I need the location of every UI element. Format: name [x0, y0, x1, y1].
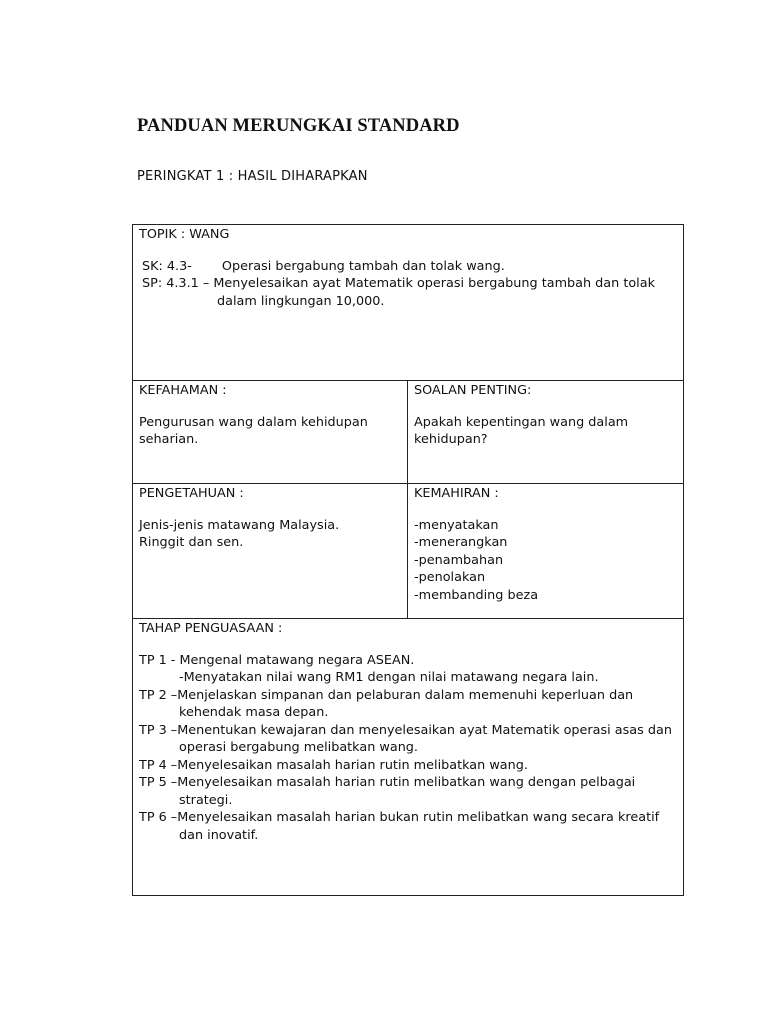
tp-line: kehendak masa depan.	[179, 705, 329, 720]
tp-line: strategi.	[179, 792, 233, 808]
standard-table	[132, 224, 684, 896]
sp-line-2: dalam lingkungan 10,000.	[217, 293, 385, 309]
topik-cell	[139, 226, 679, 310]
kemahiran-item: -membanding beza	[414, 587, 539, 603]
pengetahuan-line-2: Ringgit dan sen.	[139, 535, 244, 550]
kemahiran-cell	[414, 485, 678, 604]
row-divider-3	[133, 618, 683, 619]
pengetahuan-heading: PENGETAHUAN :	[139, 486, 244, 501]
pengetahuan-cell	[139, 485, 403, 552]
soalan-penting-cell	[414, 382, 678, 449]
row-divider-1	[133, 380, 683, 381]
kemahiran-item: -penolakan	[414, 570, 486, 585]
tp-line: dan inovatif.	[179, 827, 259, 843]
column-divider	[407, 380, 408, 618]
soalan-penting-line-2: kehidupan?	[414, 432, 488, 447]
tp-line: TP 2 –Menjelaskan simpanan dan pelaburan dalam memenuhi keperluan dan	[139, 687, 634, 703]
sk-label: SK: 4.3-	[142, 258, 192, 274]
tp-line: TP 4 –Menyelesaikan masalah harian rutin melibatkan wang.	[139, 757, 528, 773]
soalan-penting-line-1: Apakah kepentingan wang dalam	[414, 414, 629, 430]
document-subtitle: PERINGKAT 1 : HASIL DIHARAPKAN	[137, 169, 368, 184]
topik-heading: TOPIK : WANG	[139, 227, 230, 242]
kemahiran-item: -menyatakan	[414, 517, 499, 533]
document-title: PANDUAN MERUNGKAI STANDARD	[137, 116, 460, 136]
kemahiran-item: -penambahan	[414, 552, 504, 568]
soalan-penting-heading: SOALAN PENTING:	[414, 383, 532, 398]
tp-line: operasi bergabung melibatkan wang.	[179, 740, 418, 755]
kemahiran-heading: KEMAHIRAN :	[414, 486, 499, 501]
sk-line	[139, 258, 679, 276]
kefahaman-heading: KEFAHAMAN :	[139, 383, 227, 398]
kefahaman-line-1: Pengurusan wang dalam kehidupan	[139, 414, 368, 430]
kemahiran-item: -menerangkan	[414, 535, 508, 550]
tp-line: TP 6 –Menyelesaikan masalah harian bukan rutin melibatkan wang secara kreatif	[139, 810, 660, 825]
tp-line: TP 1 - Mengenal matawang negara ASEAN.	[139, 652, 415, 668]
sk-text: Operasi bergabung tambah dan tolak wang.	[221, 258, 505, 274]
pengetahuan-line-1: Jenis-jenis matawang Malaysia.	[139, 517, 340, 533]
row-divider-2	[133, 483, 683, 484]
tahap-penguasaan-heading: TAHAP PENGUASAAN :	[139, 621, 283, 636]
kefahaman-line-2: seharian.	[139, 432, 199, 447]
tp-line: -Menyatakan nilai wang RM1 dengan nilai matawang negara lain.	[179, 670, 599, 685]
tp-line: TP 5 –Menyelesaikan masalah harian rutin melibatkan wang dengan pelbagai	[139, 775, 636, 790]
sp-line-1: SP: 4.3.1 – Menyelesaikan ayat Matematik operasi bergabung tambah dan tolak	[142, 276, 655, 291]
kefahaman-cell	[139, 382, 403, 449]
tahap-penguasaan-cell	[139, 620, 679, 844]
tp-line: TP 3 –Menentukan kewajaran dan menyelesaikan ayat Matematik operasi asas dan	[139, 722, 672, 738]
